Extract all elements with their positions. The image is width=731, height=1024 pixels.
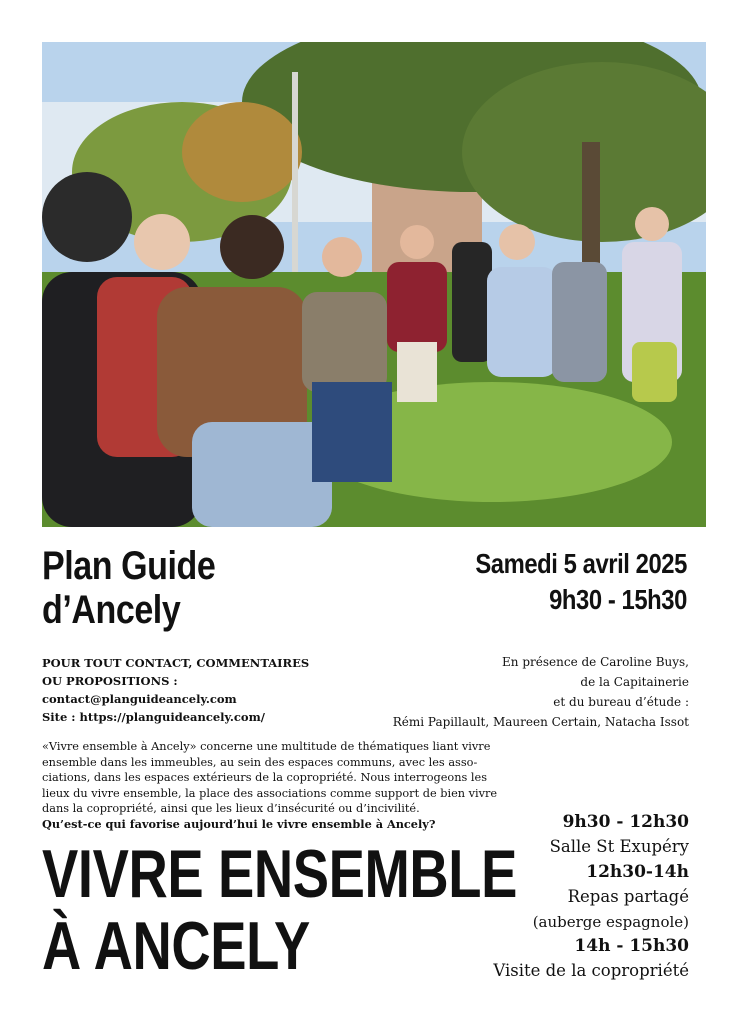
title-line-2: d’Ancely — [42, 588, 181, 632]
schedule-venue-1: Salle St Exupéry — [549, 837, 689, 856]
schedule — [449, 810, 689, 984]
contact-site[interactable]: Site : https://planguideancely.com/ — [42, 710, 265, 724]
presence-block — [349, 652, 689, 732]
schedule-time-2: 12h30-14h — [586, 862, 689, 882]
description-line: lieux du vivre ensemble, la place des associations comme support de bien vivre — [42, 786, 498, 800]
page-title — [42, 544, 297, 632]
schedule-time-1: 9h30 - 12h30 — [562, 812, 689, 832]
event-date — [475, 546, 687, 618]
schedule-time-3: 14h - 15h30 — [574, 936, 689, 956]
event-date-day: Samedi 5 avril 2025 — [475, 548, 687, 579]
description-line: «Vivre ensemble à Ancely» concerne une multitude de thématiques liant vivre — [42, 740, 491, 753]
event-photo — [42, 42, 706, 527]
description — [42, 739, 502, 833]
group-photo-illustration — [42, 42, 706, 527]
headline-line-2: À ANCELY — [42, 908, 310, 984]
presence-line-2: de la Capitainerie — [580, 675, 689, 689]
description-line: dans la copropriété, ainsi que les lieux d’insécurité ou d’incivilité. — [42, 802, 420, 816]
description-line: ciations, dans les espaces extérieurs de la copropriété. Nous interrogeons les — [42, 771, 487, 785]
contact-block — [42, 654, 342, 726]
contact-heading-2: OU PROPOSITIONS : — [42, 674, 178, 688]
schedule-venue-2: Repas partagé — [567, 887, 689, 906]
description-question: Qu’est-ce qui favorise aujourd’hui le vivre ensemble à Ancely? — [42, 816, 436, 831]
title-line-1: Plan Guide — [42, 544, 216, 588]
presence-line-4: Rémi Papillault, Maureen Certain, Natacha Issot — [392, 715, 689, 729]
contact-email[interactable]: contact@planguideancely.com — [42, 692, 237, 706]
headline-line-1: VIVRE ENSEMBLE — [42, 836, 518, 912]
presence-line-1: En présence de Caroline Buys, — [502, 655, 689, 669]
presence-line-3: et du bureau d’étude : — [553, 695, 689, 709]
contact-heading-1: POUR TOUT CONTACT, COMMENTAIRES — [42, 656, 310, 670]
description-line: ensemble dans les immeubles, au sein des espaces communs, avec les asso- — [42, 755, 478, 769]
schedule-venue-3: Visite de la copropriété — [493, 961, 689, 980]
schedule-venue-2-note: (auberge espagnole) — [532, 913, 689, 931]
main-headline — [42, 838, 517, 982]
event-date-time: 9h30 - 15h30 — [549, 584, 687, 615]
